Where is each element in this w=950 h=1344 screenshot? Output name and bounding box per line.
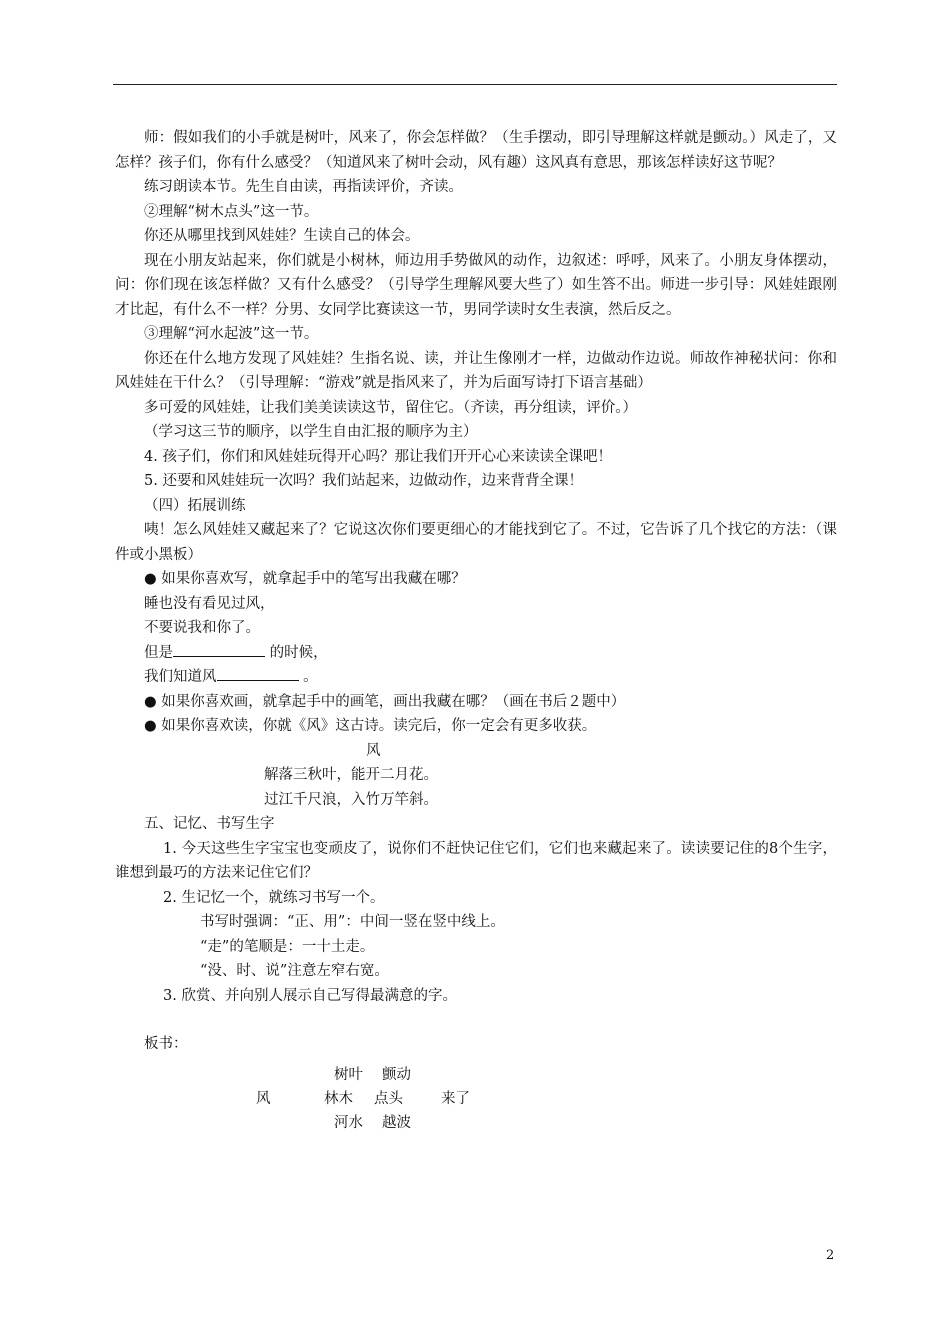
note-line: “没、时、说”注意左窄右宽。	[200, 963, 389, 979]
verse-text: 我们知道风	[144, 669, 217, 685]
note-line: 书写时强调：“正、用”：中间一竖在竖中线上。	[200, 914, 505, 930]
paragraph: 5. 还要和风娃娃玩一次吗？我们站起来，边做动作，边来背背全课！	[144, 473, 583, 489]
board-word: 越波	[382, 1114, 411, 1131]
verse-line-blank	[115, 641, 837, 666]
poem-line: 解落三秋叶，能开二月花。	[264, 767, 438, 783]
list-item: 2. 生记忆一个，就练习书写一个。	[163, 889, 385, 906]
fill-in-blank	[217, 666, 299, 681]
paragraph: 你还在什么地方发现了风娃娃？生指名说、读，并让生像刚才一样，边做动作边说。师故作神秘状问：你和风娃娃在干什么？（引导理解：“游戏”就是指风来了，并为后面写诗打下语言基础）	[115, 350, 837, 391]
list-item: 1. 今天这些生字宝宝也变顽皮了，说你们不赶快记住它们，它们也来藏起来了。读读要记住的8个生字，谁想到最巧的方法来记住它们？	[115, 840, 837, 881]
board-word: 林木	[324, 1090, 353, 1107]
verse-text: 。	[298, 669, 318, 685]
board-word: 点头	[374, 1090, 403, 1107]
paragraph: 师：假如我们的小手就是树叶，风来了，你会怎样做？（生手摆动，即引导理解这样就是颤动。）风走了，又怎样？孩子们，你有什么感受？（知道风来了树叶会动，风有趣）这风真有意思，那该怎样读好这节呢？	[115, 130, 837, 171]
document-body	[115, 126, 837, 1143]
poem-line: 过江千尺浪，入竹万竿斜。	[264, 791, 438, 808]
paragraph: 现在小朋友站起来，你们就是小树林，师边用手势做风的动作，边叙述：呼呼，风来了。小朋友身体摆动，问：你们现在该怎样做？又有什么感受？（引导学生理解风要大些了）如生答不出。师进一步引导：风娃娃跟刚才比起，有什么不一样？分男、女同学比赛读这一节，男同学读时女生表演，然后反之。	[115, 252, 837, 318]
note-line: “走”的笔顺是：一十土走。	[200, 938, 375, 955]
board-word-right: 来了	[441, 1090, 470, 1107]
section-heading: 五、记忆、书写生字	[144, 816, 275, 832]
verse-text: 但是	[144, 644, 173, 661]
paragraph: 你还从哪里找到风娃娃？生读自己的体会。	[144, 228, 420, 244]
header-rule	[113, 84, 837, 85]
poem-title: 风	[366, 742, 381, 759]
paragraph: 咦！怎么风娃娃又藏起来了？它说这次你们要更细心的才能找到它了。不过，它告诉了几个找它的方法：（课件或小黑板）	[115, 522, 837, 563]
board-word: 河水	[334, 1114, 363, 1131]
bullet-item-write: ● 如果你喜欢写，就拿起手中的笔写出我藏在哪？	[144, 571, 466, 587]
board-word: 树叶	[334, 1066, 363, 1083]
bullet-item-read: ● 如果你喜欢读，你就《风》这古诗。读完后，你一定会有更多收获。	[144, 718, 597, 734]
paragraph: ②理解“树木点头”这一节。	[144, 203, 319, 220]
verse-line-blank	[115, 665, 837, 690]
paragraph: 多可爱的风娃娃，让我们美美读读这节，留住它。（齐读，再分组读，评价。）	[144, 399, 637, 416]
paragraph: 练习朗读本节。先生自由读，再指读评价，齐读。	[144, 179, 463, 195]
paragraph: （学习这三节的顺序，以学生自由汇报的顺序为主）	[144, 424, 478, 440]
paragraph: ③理解“河水起波”这一节。	[144, 326, 319, 342]
bullet-item-draw: ● 如果你喜欢画，就拿起手中的画笔，画出我藏在哪？（画在书后２题中）	[144, 693, 626, 710]
board-word: 颤动	[382, 1066, 411, 1083]
blackboard-layout	[115, 1063, 837, 1143]
verse-text: 的时候，	[265, 644, 328, 661]
fill-in-blank	[173, 642, 265, 657]
verse-line: 不要说我和你了。	[144, 620, 260, 636]
board-word-center: 风	[256, 1090, 271, 1107]
list-item: 3. 欣赏、并向别人展示自己写得最满意的字。	[163, 987, 457, 1004]
verse-line: 睡也没有看见过风，	[144, 595, 275, 612]
board-label: 板书：	[144, 1036, 188, 1052]
page-number: 2	[826, 1248, 835, 1263]
section-heading: （四）拓展训练	[144, 497, 246, 514]
paragraph: 4. 孩子们，你们和风娃娃玩得开心吗？那让我们开开心心来读读全课吧！	[144, 448, 612, 465]
